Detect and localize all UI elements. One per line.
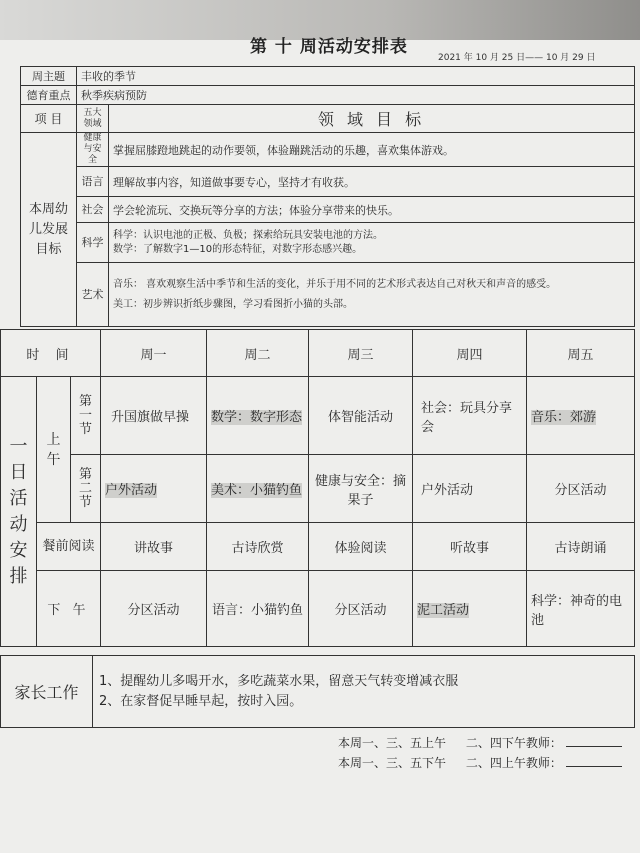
domain-social: 社会: [77, 197, 109, 223]
pm-mon: 分区活动: [101, 571, 207, 647]
five-areas-label: 五大领域: [77, 105, 109, 133]
teacher-line-2-left: 本周一、三、五下午: [338, 756, 447, 770]
goals-table: [20, 66, 635, 327]
theme-value: 丰收的季节: [77, 67, 635, 86]
pm-wed: 分区活动: [309, 571, 413, 647]
p2-fri: 分区活动: [527, 455, 635, 523]
date-range: 2021 年 10 月 25 日—— 10 月 29 日: [438, 53, 596, 63]
bm-wed: 体验阅读: [309, 523, 413, 571]
domain-language: 语言: [77, 167, 109, 197]
p1-tue: 数学：数字形态: [211, 410, 303, 425]
p1-mon: 升国旗做早操: [101, 377, 207, 455]
p1-wed: 体智能活动: [309, 377, 413, 455]
bm-fri: 古诗朗诵: [527, 523, 635, 571]
domain-science: 科学: [77, 223, 109, 263]
theme-label: 周主题: [21, 67, 77, 86]
period2-label: 第二节: [71, 455, 101, 523]
daily-side-label: 一日活动安排: [1, 377, 37, 647]
bm-tue: 古诗欣赏: [207, 523, 309, 571]
day-mon: 周一: [101, 330, 207, 377]
domain-health: 健康与安全: [77, 133, 109, 167]
parent-work-item-1: 1、提醒幼儿多喝开水，多吃蔬菜水果，留意天气转变增减衣服: [99, 673, 459, 689]
teacher-signature-blank-1[interactable]: [566, 736, 622, 747]
p2-wed: 健康与安全：摘果子: [309, 455, 413, 523]
moral-value: 秋季疾病预防: [77, 86, 635, 105]
teacher-line-1: [338, 734, 622, 751]
p2-mon: 户外活动: [105, 483, 158, 498]
bm-thu: 听故事: [413, 523, 527, 571]
development-side-label: 本周幼儿发展目标: [21, 133, 77, 327]
afternoon-label: 下 午: [37, 571, 101, 647]
parent-work-item-2: 2、在家督促早睡早起，按时入园。: [99, 693, 303, 709]
p2-thu: 户外活动: [413, 455, 527, 523]
pm-fri: 科学：神奇的电池: [527, 571, 635, 647]
p1-thu: 社会：玩具分享会: [413, 377, 527, 455]
p2-tue: 美术：小猫钓鱼: [211, 483, 303, 498]
area-goals-label: 领 域 目 标: [109, 105, 635, 133]
domain-art: 艺术: [77, 263, 109, 327]
period1-label: 第一节: [71, 377, 101, 455]
goal-social: 学会轮流玩、交换玩等分享的方法；体验分享带来的快乐。: [109, 197, 635, 223]
goal-science: 科学：认识电池的正极、负极；探索给玩具安装电池的方法。: [113, 229, 383, 241]
goal-language: 理解故事内容，知道做事要专心，坚持才有收获。: [109, 167, 635, 197]
teacher-line-2-right: 二、四上午教师：: [465, 756, 562, 770]
teacher-line-1-left: 本周一、三、五上午: [338, 736, 447, 750]
morning-label: 上午: [37, 377, 71, 523]
schedule-table: [0, 329, 635, 647]
pm-thu: 泥工活动: [417, 603, 470, 618]
p1-fri: 音乐：郊游: [531, 410, 597, 425]
time-label: 时 间: [1, 330, 101, 377]
pm-tue: 语言：小猫钓鱼: [207, 571, 309, 647]
day-fri: 周五: [527, 330, 635, 377]
goal-crafts: 美工：初步辨识折纸步骤图，学习看图折小猫的头部。: [113, 298, 353, 310]
bm-mon: 讲故事: [101, 523, 207, 571]
goal-health: 掌握屈膝蹬地跳起的动作要领，体验蹦跳活动的乐趣，喜欢集体游戏。: [109, 133, 635, 167]
day-wed: 周三: [309, 330, 413, 377]
before-meal-label: 餐前阅读: [37, 523, 101, 571]
teacher-signature-blank-2[interactable]: [566, 756, 622, 767]
item-label: 项 目: [21, 105, 77, 133]
moral-label: 德育重点: [21, 86, 77, 105]
parent-work-table: [0, 655, 635, 728]
teacher-line-2: [338, 754, 622, 771]
parent-work-label: 家长工作: [1, 656, 93, 728]
teacher-line-1-right: 二、四下午教师：: [465, 736, 562, 750]
day-thu: 周四: [413, 330, 527, 377]
goal-music: 音乐： 喜欢观察生活中季节和生活的变化，并乐于用不同的艺术形式表达自己对秋天和声音的感受。: [113, 278, 557, 290]
schedule-title: 第 十 周活动安排表: [250, 37, 408, 57]
day-tue: 周二: [207, 330, 309, 377]
goal-math: 数学：了解数字1—10的形态特征，对数字形态感兴趣。: [113, 243, 363, 255]
